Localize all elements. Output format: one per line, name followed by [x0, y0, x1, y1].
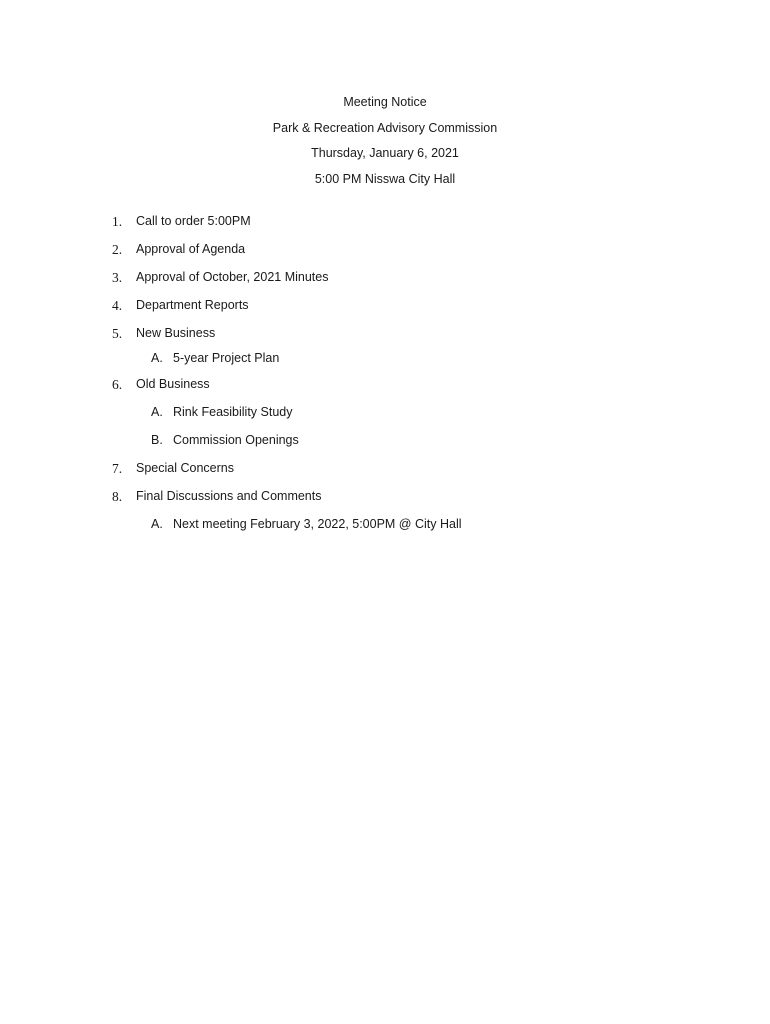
agenda-item-number: 1. [112, 214, 123, 229]
agenda-item-number: 2. [112, 242, 123, 257]
agenda-subitem-next-meeting [112, 516, 672, 544]
meeting-header [0, 94, 770, 196]
agenda-item-number: 3. [112, 270, 123, 285]
agenda-subitem-letter: A. [151, 517, 163, 531]
agenda-item-label: Call to order 5:00PM [136, 214, 251, 228]
agenda-subitem-project-plan [112, 350, 672, 376]
agenda-item-department-reports [112, 297, 672, 325]
agenda-list [112, 213, 672, 544]
agenda-item-number: 6. [112, 377, 123, 392]
agenda-subitem-label: Rink Feasibility Study [173, 405, 293, 419]
agenda-item-number: 4. [112, 298, 123, 313]
agenda-item-label: Approval of Agenda [136, 242, 246, 256]
agenda-item-label: Special Concerns [136, 461, 234, 475]
agenda-item-label: Final Discussions and Comments [136, 489, 322, 503]
agenda-item-label: New Business [136, 326, 216, 340]
agenda-item-label: Approval of October, 2021 Minutes [136, 270, 329, 284]
agenda-item-call-to-order [112, 213, 672, 241]
agenda-item-number: 8. [112, 489, 123, 504]
agenda-subitem-commission-openings [112, 432, 672, 460]
agenda-subitem-letter: A. [151, 405, 163, 419]
agenda-item-old-business [112, 376, 672, 404]
meeting-date: Thursday, January 6, 2021 [311, 146, 459, 160]
agenda-item-label: Old Business [136, 377, 210, 391]
agenda-subitem-label: Commission Openings [173, 433, 299, 447]
organization-name: Park & Recreation Advisory Commission [272, 120, 498, 135]
agenda-item-number: 7. [112, 461, 123, 476]
document-title: Meeting Notice [343, 95, 427, 109]
agenda-item-approval-of-agenda [112, 241, 672, 269]
agenda-subitem-rink-study [112, 404, 672, 432]
agenda-item-number: 5. [112, 326, 123, 341]
meeting-time-location: 5:00 PM Nisswa City Hall [314, 171, 456, 186]
agenda-item-final-discussions [112, 488, 672, 516]
agenda-item-label: Department Reports [136, 298, 249, 312]
agenda-subitem-label: 5-year Project Plan [173, 351, 280, 365]
agenda-subitem-label: Next meeting February 3, 2022, 5:00PM @ City Hall [173, 517, 462, 531]
agenda-item-special-concerns [112, 460, 672, 488]
agenda-subitem-letter: A. [151, 351, 163, 365]
agenda-subitem-letter: B. [151, 433, 163, 447]
agenda-item-new-business [112, 325, 672, 350]
agenda-item-approval-of-minutes [112, 269, 672, 297]
